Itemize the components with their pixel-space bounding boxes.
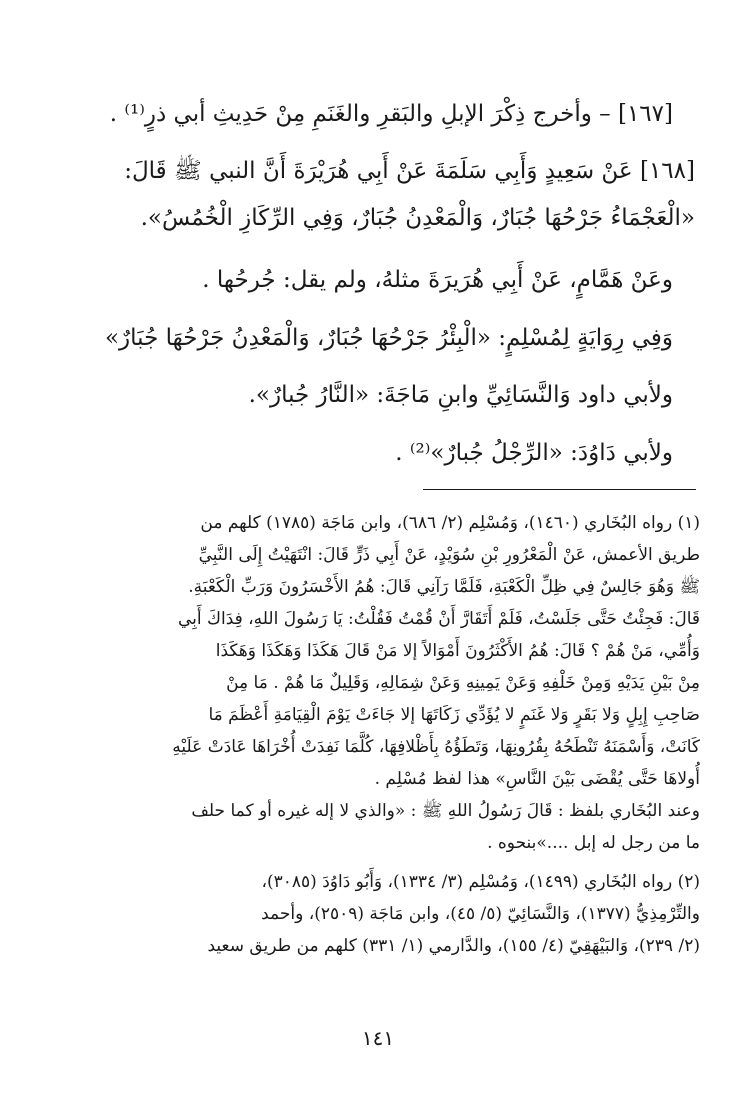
footnote-1-line: ما من رجل له إبل ....»بنحوه . bbox=[487, 833, 700, 853]
hadith-168-line-4: وَفِي رِوَايَةٍ لِمُسْلِمٍ: «الْبِئْرُ جَرْحُهَا جُبَارٌ، وَالْمَعْدِنُ جَرْحُهَا جُبَارٌ» bbox=[104, 325, 673, 351]
footnote-1-line: وَأُمِّي، مَنْ هُمْ ؟ قَالَ: هُمُ الأَكْثَرُونَ أَمْوَالاً إلا مَنْ قَالَ هَكَذَا وَهَكَذَا وَهَكَذَا bbox=[215, 641, 700, 661]
footnote-2-line: (٢) رواه البُخَاري (١٤٩٩)، وَمُسْلِم (٣/ ١٣٣٤)، وَأَبُو دَاوُدَ (٣٠٨٥)، bbox=[261, 872, 700, 892]
footnote-divider bbox=[423, 489, 696, 490]
footnote-1-line: كَانَتْ، وَأَسْمَنَهُ تَنْطَحُهُ بِقُرُونِهَا، وَتَطَؤُهُ بِأَظْلافِهَا، كُلَّمَا نَفِدَتْ أُخْرَاهَا عَادَتْ عَلَيْهِ bbox=[172, 737, 700, 757]
hadith-168-line-6: ولأبي دَاوُدَ: «الرِّجْلُ جُبارٌ»⁽²⁾ . bbox=[395, 440, 673, 466]
footnote-1-line: صَاحِبِ إِبِلٍ وَلا بَقَرٍ وَلا غَنَمٍ لا يُؤَدِّي زَكَاتَهَا إلا جَاءَتْ يَوْمَ الْقِيَامَةِ أَعْظَمَ مَا bbox=[208, 705, 700, 725]
footnote-1-line: (١) رواه البُخَاري (١٤٦٠)، وَمُسْلِم (٢/ ٦٨٦)، وابن مَاجَة (١٧٨٥) كلهم من bbox=[200, 513, 700, 533]
footnote-1-line: مِنْ بَيْنِ يَدَيْهِ وَمِنْ خَلْفِهِ وَعَنْ يَمِينِهِ وَعَنْ شِمَالِهِ، وَقَلِيلٌ مَا هُمْ . مَا مِنْ bbox=[226, 673, 700, 693]
footnote-1-line: طريق الأعمش، عَنْ الْمَعْرُورِ بْنِ سُوَيْدٍ، عَنْ أَبِي ذَرٍّ قَالَ: انْتَهَيْتُ إِلَى النَّبِيِّ bbox=[198, 545, 700, 565]
footnote-1-line: وعند البُخَاري بلفظ : قَالَ رَسُولُ اللهِ ﷺ : «والذي لا إله غيره أو كما حلف bbox=[191, 801, 700, 821]
footnote-1-line: أُولاهَا حَتَّى يُقْضَى بَيْنَ النَّاسِ» هذا لفظ مُسْلِم . bbox=[374, 769, 700, 789]
footnote-2-line: والتِّرْمِذِيُّ (١٣٧٧)، وَالنَّسَائِيّ (٥/ ٤٥)، وابن مَاجَة (٢٥٠٩)، وأحمد bbox=[261, 904, 700, 924]
hadith-168-line-2: «الْعَجْمَاءُ جَرْحُهَا جُبَارٌ، وَالْمَعْدِنُ جُبَارٌ، وَفِي الرِّكَازِ الْخُمُسُ». bbox=[140, 205, 695, 231]
hadith-168-line-3: وعَنْ هَمَّامٍ، عَنْ أَبِي هُرَيرَةَ مثلهُ، ولم يقل: جُرحُها . bbox=[202, 267, 673, 293]
footnote-1-line: ﷺ وَهُوَ جَالِسٌ فِي ظِلِّ الْكَعْبَةِ، فَلَمَّا رَآنِي قَالَ: هُمُ الأَخْسَرُونَ وَرَبِّ الْكَعْبَةِ. bbox=[188, 577, 700, 597]
hadith-168-line-1: [١٦٨] عَنْ سَعِيدٍ وَأَبِي سَلَمَةَ عَنْ أَبِي هُرَيْرَةَ أَنَّ النبي ﷺ قَالَ: bbox=[124, 158, 695, 184]
footnote-1-line: قَالَ: فَجِئْتُ حَتَّى جَلَسْتُ، فَلَمْ أَتَقَارَّ أَنْ قُمْتُ فَقُلْتُ: يَا رَسُولَ اللهِ، فِدَاكَ أَبِي bbox=[177, 609, 700, 629]
hadith-168-line-5: ولأبي داود وَالنَّسَائِيِّ وابنِ مَاجَةَ: «النَّارُ جُبارٌ». bbox=[248, 382, 673, 408]
hadith-167-line: [١٦٧] – وأخرج ذِكْرَ الإبلِ والبَقرِ والغَنَمِ مِنْ حَدِيثِ أبي ذرٍ⁽¹⁾ . bbox=[109, 101, 673, 127]
footnote-2-line: (٢/ ٢٣٩)، وَالبَيْهَقِيّ (٤/ ١٥٥)، والدَّارمي (١/ ٣٣١) كلهم من طريق سعيد bbox=[207, 936, 700, 956]
page-number: ١٤١ bbox=[361, 1026, 395, 1050]
